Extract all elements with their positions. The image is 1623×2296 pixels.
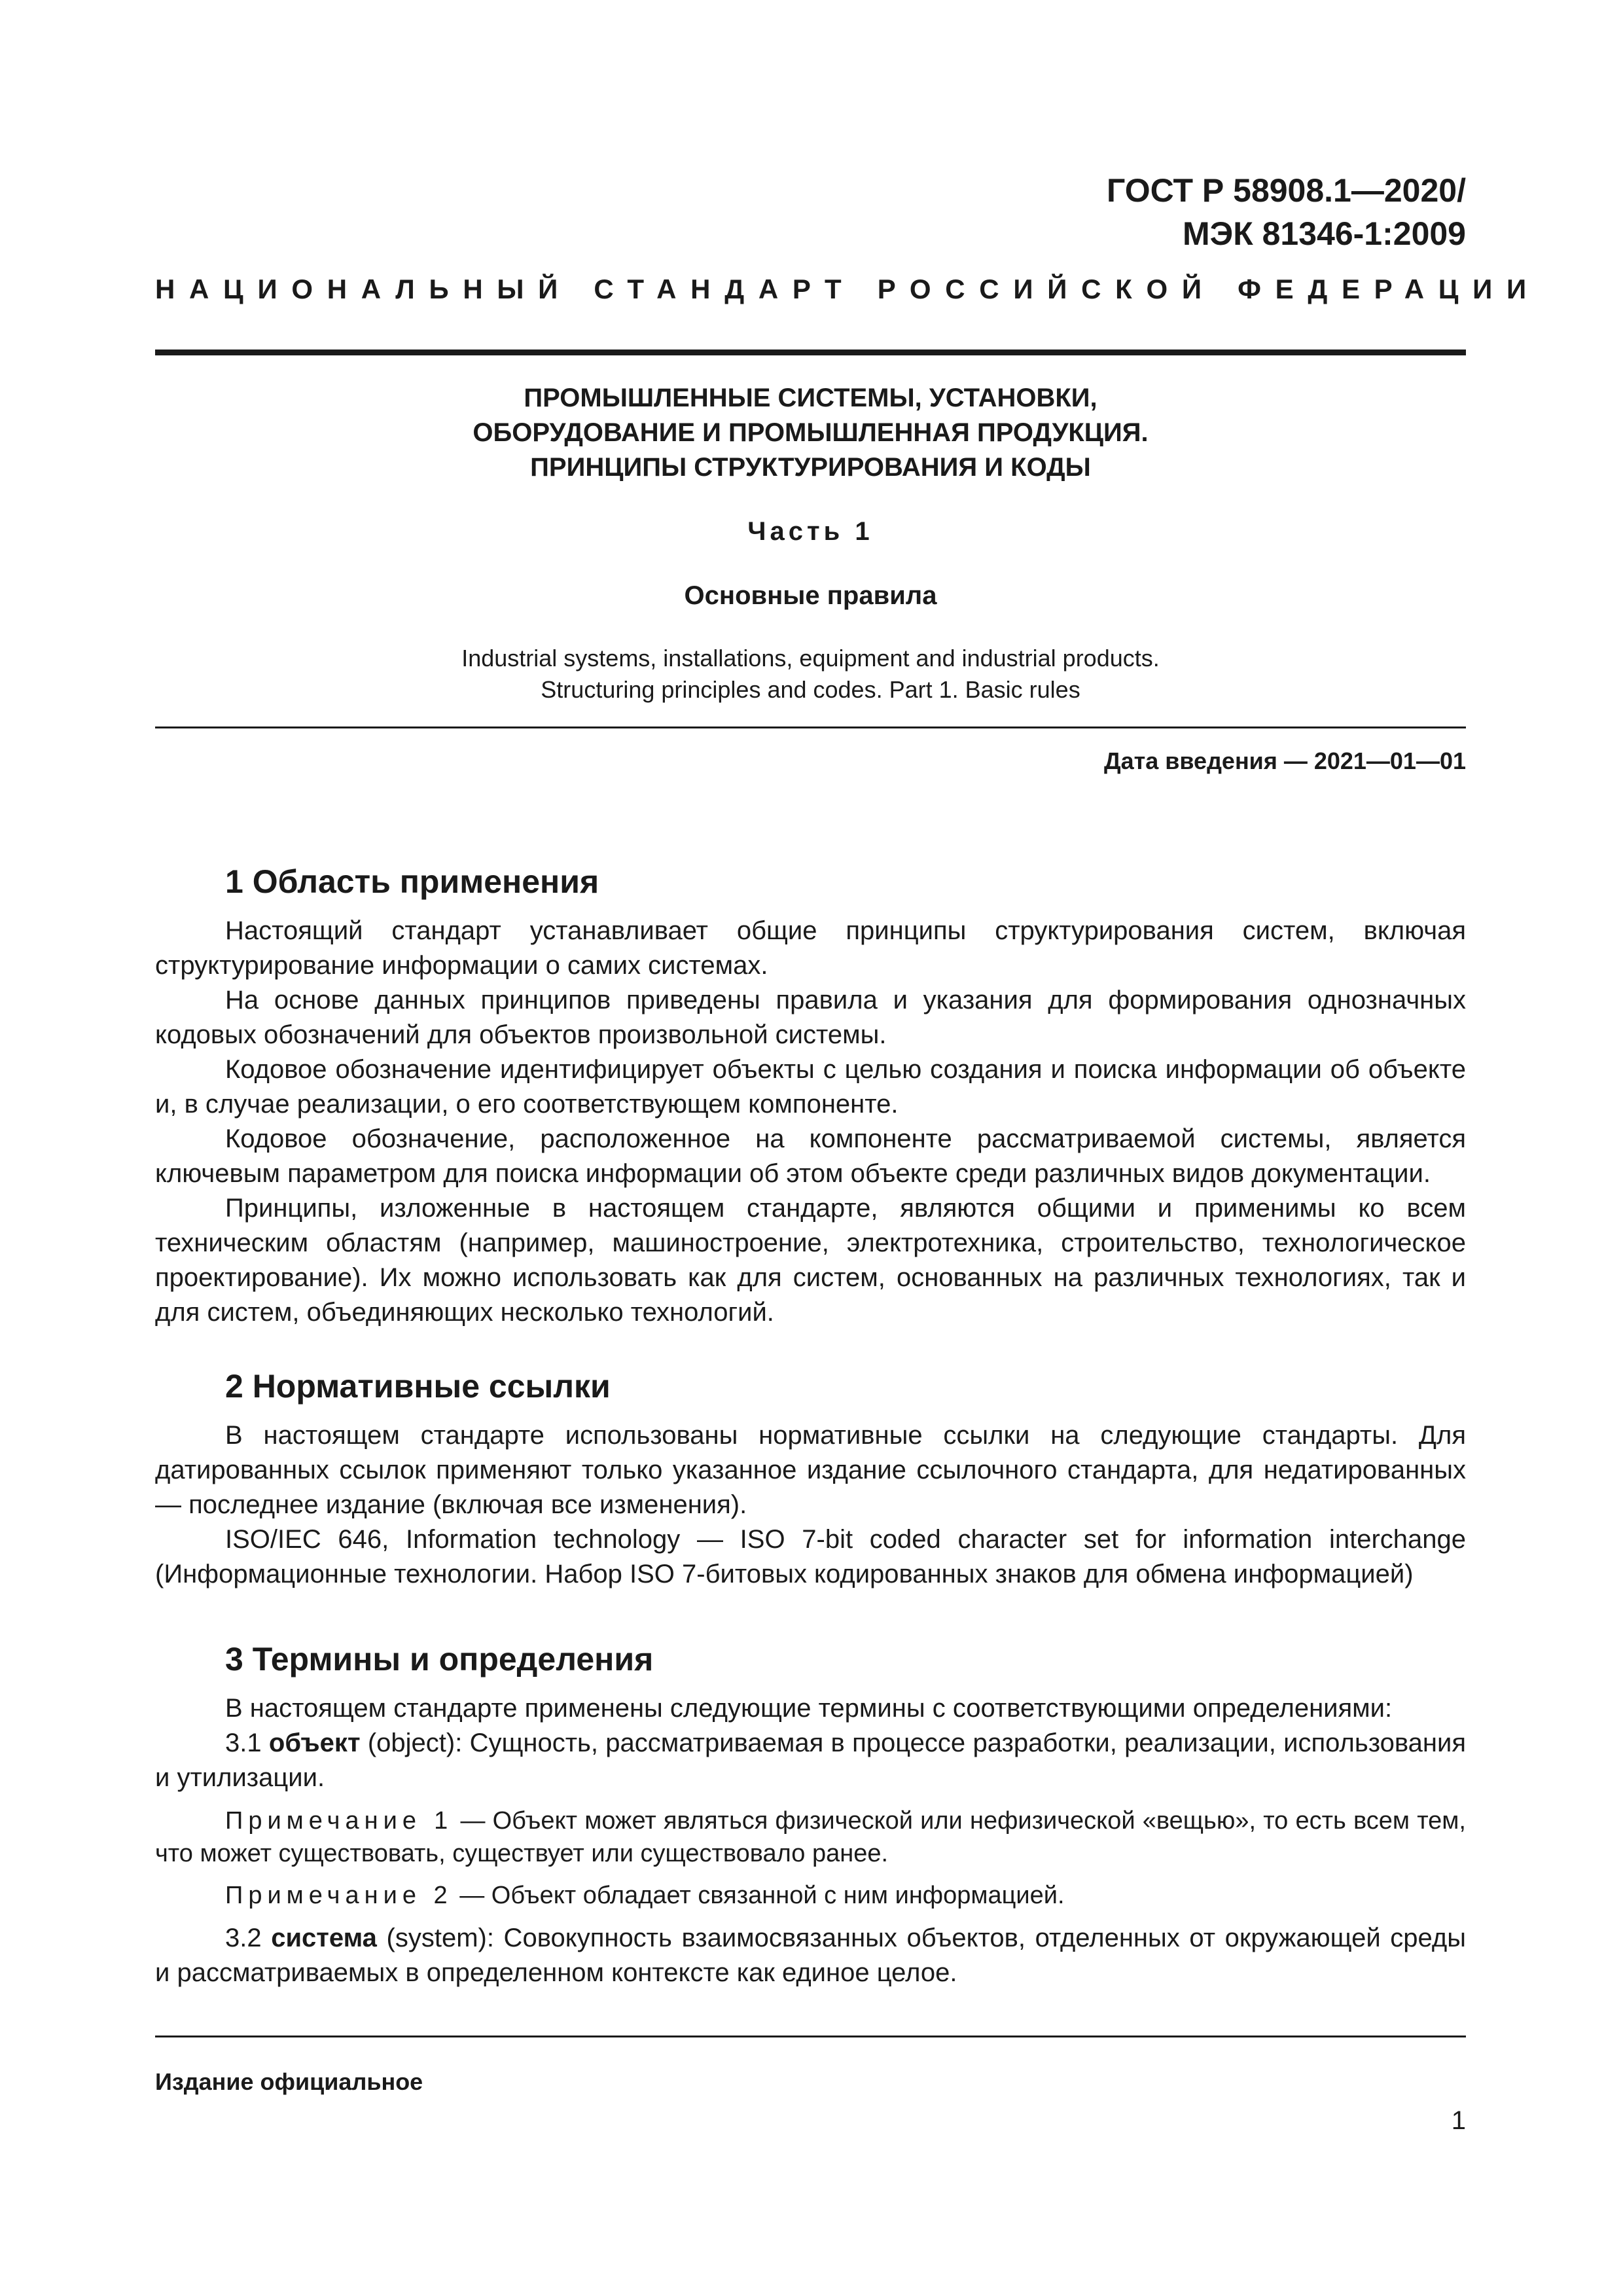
note-label: Примечание 2: [225, 1882, 453, 1909]
term-text: (object): Сущность, рассматриваемая в процессе разработки, реализации, использования и утилизации.: [155, 1729, 1466, 1792]
note-text: — Объект может являться физической или нефизической «вещью», то есть всем тем, что может существовать, существует или существовало ранее.: [155, 1807, 1466, 1867]
section-heading: 3 Термины и определения: [225, 1641, 654, 1677]
title-line: ПРИНЦИПЫ СТРУКТУРИРОВАНИЯ И КОДЫ: [530, 453, 1091, 482]
term-definition: [155, 1921, 1466, 1990]
term-number: 3.1: [225, 1729, 262, 1757]
standard-code-gost: ГОСТ Р 58908.1—2020/: [1107, 172, 1466, 209]
term-number: 3.2: [225, 1924, 262, 1952]
term-text: (system): Совокупность взаимосвязанных объектов, отделенных от окружающей среды и рассматриваемых в определенном контексте как единое целое.: [155, 1924, 1466, 1987]
footer-rule: [155, 2036, 1466, 2037]
title-line: ПРОМЫШЛЕННЫЕ СИСТЕМЫ, УСТАНОВКИ,: [524, 384, 1097, 412]
english-title-line: Structuring principles and codes. Part 1. Basic rules: [541, 676, 1080, 703]
term-name: система: [271, 1924, 377, 1952]
introduction-date: Дата введения — 2021—01—01: [1103, 747, 1466, 774]
standard-code: [1107, 169, 1466, 255]
section-heading: 2 Нормативные ссылки: [225, 1368, 611, 1405]
standard-code-iec: МЭК 81346-1:2009: [1182, 215, 1466, 252]
header-rule: [155, 350, 1466, 355]
title-rule: [155, 726, 1466, 728]
paragraph: Кодовое обозначение, расположенное на компоненте рассматриваемой системы, является ключевым параметром для поиска информации об этом объекте среди различных видов документации.: [155, 1124, 1466, 1188]
title-line: ОБОРУДОВАНИЕ И ПРОМЫШЛЕННАЯ ПРОДУКЦИЯ.: [473, 418, 1149, 447]
paragraph: На основе данных принципов приведены правила и указания для формирования однозначных кодовых обозначений для объектов произвольной системы.: [155, 986, 1466, 1049]
section-scope: [155, 859, 1466, 1330]
edition-label: Издание официальное: [155, 2068, 423, 2095]
english-title-line: Industrial systems, installations, equipment and industrial products.: [461, 645, 1160, 672]
reference-item: ISO/IEC 646, Information technology — ISO 7-bit coded character set for information interchange (Информационные технологии. Набор ISO 7-битовых кодированных знаков для обмена информацией): [155, 1525, 1466, 1588]
note: [155, 1804, 1466, 1870]
note-label: Примечание 1: [225, 1807, 454, 1835]
section-normative-references: [155, 1363, 1466, 1592]
term-name: объект: [268, 1729, 361, 1757]
note-text: — Объект обладает связанной с ним информацией.: [452, 1882, 1065, 1909]
page-number: 1: [1451, 2106, 1466, 2135]
paragraph: Принципы, изложенные в настоящем стандарте, являются общими и применимы ко всем техническим областям (например, машиностроение, электротехника, строительство, технологическое проектирование). Их можно использовать как для систем, основанных на различных технологиях, так и для систем, объединяющих несколько технологий.: [155, 1194, 1466, 1327]
national-standard-banner: НАЦИОНАЛЬНЫЙ СТАНДАРТ РОССИЙСКОЙ ФЕДЕРАЦИИ: [155, 274, 1541, 304]
part-label: Часть 1: [747, 517, 874, 546]
paragraph: В настоящем стандарте использованы нормативные ссылки на следующие стандарты. Для датированных ссылок применяют только указанное издание ссылочного стандарта, для недатированных — последнее издание (включая все изменения).: [155, 1421, 1466, 1519]
document-title: [155, 381, 1466, 485]
section-terms: [155, 1636, 1466, 1990]
english-title: [155, 643, 1466, 706]
paragraph: Настоящий стандарт устанавливает общие принципы структурирования систем, включая структурирование информации о самих системах.: [155, 916, 1466, 980]
paragraph: В настоящем стандарте применены следующие термины с соответствующими определениями:: [225, 1694, 1393, 1723]
note: [155, 1879, 1466, 1912]
term-definition: [155, 1726, 1466, 1795]
section-heading: 1 Область применения: [225, 863, 599, 900]
part-subtitle: Основные правила: [684, 581, 937, 610]
paragraph: Кодовое обозначение идентифицирует объекты с целью создания и поиска информации об объекте и, в случае реализации, о его соответствующем компоненте.: [155, 1055, 1466, 1119]
